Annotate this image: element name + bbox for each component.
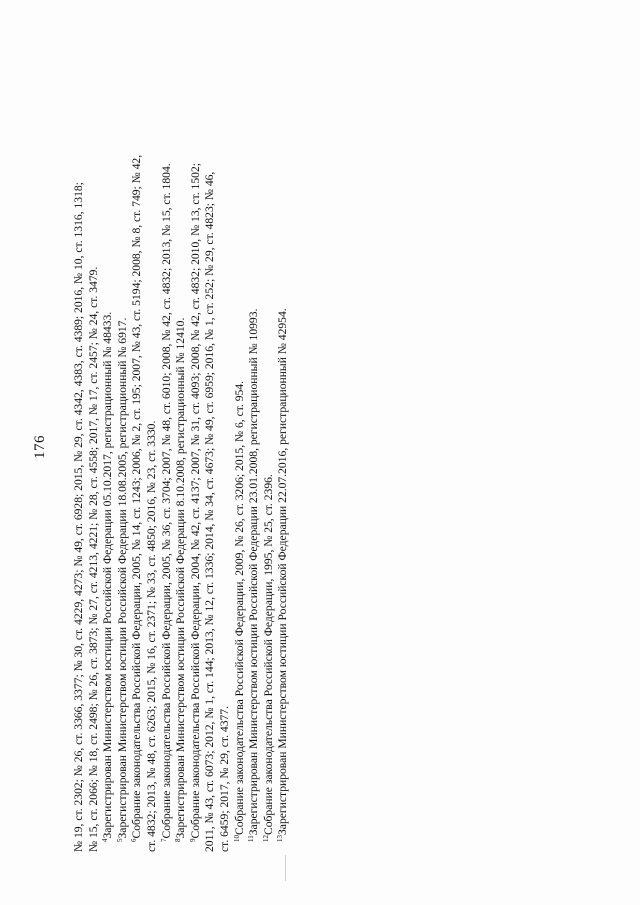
footnote-line: $^6$Собрание законодательства Российской Федерации, 2005, № 14, ст. 1243; 2006, № 2, ст. 195; 2007, № 43, ст. 5194; 2008, № 8, ст. 749; № 42,: [130, 154, 144, 842]
footnote-marker: 12: [261, 835, 270, 842]
footnote-line: $^{10}$Собрание законодательства Российской Федерации, 2009, № 26, ст. 3206; 2015, № 6, ст. 954.: [232, 381, 246, 842]
rotated-content: [32, 42, 302, 852]
footnote-marker: 8: [174, 838, 183, 842]
footnote-line: $^4$Зарегистрирован Министерством юстиции Российской Федерации 05.10.2017, регистрационный № 48433.: [101, 311, 115, 842]
footnote-line: 2011, № 43, ст. 6073; 2012, № 1, ст. 144; 2013, № 12, ст. 1336; 2014, № 34, ст. 4673; № 49, ст. 6959; 2016, № 1, ст. 252; № 29, ст. 4823; № 46,: [203, 171, 217, 852]
footnote-line: № 15, ст. 2066; № 18, ст. 2498; № 26, ст. 3873; № 27, ст. 4213, 4221; № 28, ст. 4558; 2017, № 17, ст. 2457; № 24, ст. 3479.: [86, 266, 100, 852]
footnote-line: $^8$Зарегистрирован Министерством юстиции Российской Федерации 8.10.2008, регистрационный № 12410.: [174, 317, 188, 842]
footnote-line: ст. 4832; 2013, № 48, ст. 6263; 2015, № 16, ст. 2371; № 33, ст. 4850; 2016, № 23, ст. 3330.: [144, 420, 158, 852]
footnote-marker: 9: [188, 838, 197, 842]
footnote-marker: 6: [130, 838, 139, 842]
scan-artifact-line: [285, 855, 286, 881]
footnote-line: $^9$Собрание законодательства Российской Федерации, 2004, № 42, ст. 4137; 2007, № 31, ст. 4093; 2008, № 42, ст. 4832; 2010, № 13, ст. 1502;: [188, 163, 202, 842]
footnote-marker: 5: [115, 838, 124, 842]
footnote-line: № 19, ст. 2302; № 26, ст. 3366, 3377; № 30, ст. 4229, 4273; № 49, ст. 6928; 2015, № 29, ст. 4342, 4383, ст. 4389; 2016, № 10, ст. 1316, 1318;: [72, 182, 85, 852]
footnote-line: $^7$Собрание законодательства Российской Федерации, 2005, № 36, ст. 3704; 2007, № 48, ст. 6010; 2008, № 42, ст. 4832; 2013, № 15, ст. 1804.: [159, 163, 173, 842]
footnote-marker: 10: [232, 835, 241, 842]
footnote-marker: 11: [247, 835, 256, 842]
footnote-marker: 7: [159, 838, 168, 842]
footnote-marker: 4: [101, 838, 110, 842]
footnote-line: $^{11}$Зарегистрирован Министерством юстиции Российской Федерации 23.01.2008, регистрационный № 10993.: [247, 308, 261, 842]
footnote-line: ст. 6459; 2017, № 29, ст. 4377.: [217, 705, 231, 852]
footnote-line: $^{13}$Зарегистрирован Министерством юстиции Российской Федерации 22.07.2016, регистрационный № 42954.: [276, 308, 290, 842]
page-number: 176: [32, 435, 48, 459]
footnote-marker: 13: [276, 835, 285, 842]
footnote-line: $^{12}$Собрание законодательства Российской Федерации, 1995, № 25, ст. 2396.: [261, 474, 275, 842]
footnotes-block: [72, 42, 291, 852]
footnote-line: $^5$Зарегистрирован Министерством юстиции Российской Федерации 18.08.2005, регистрационный № 6917.: [115, 317, 129, 842]
